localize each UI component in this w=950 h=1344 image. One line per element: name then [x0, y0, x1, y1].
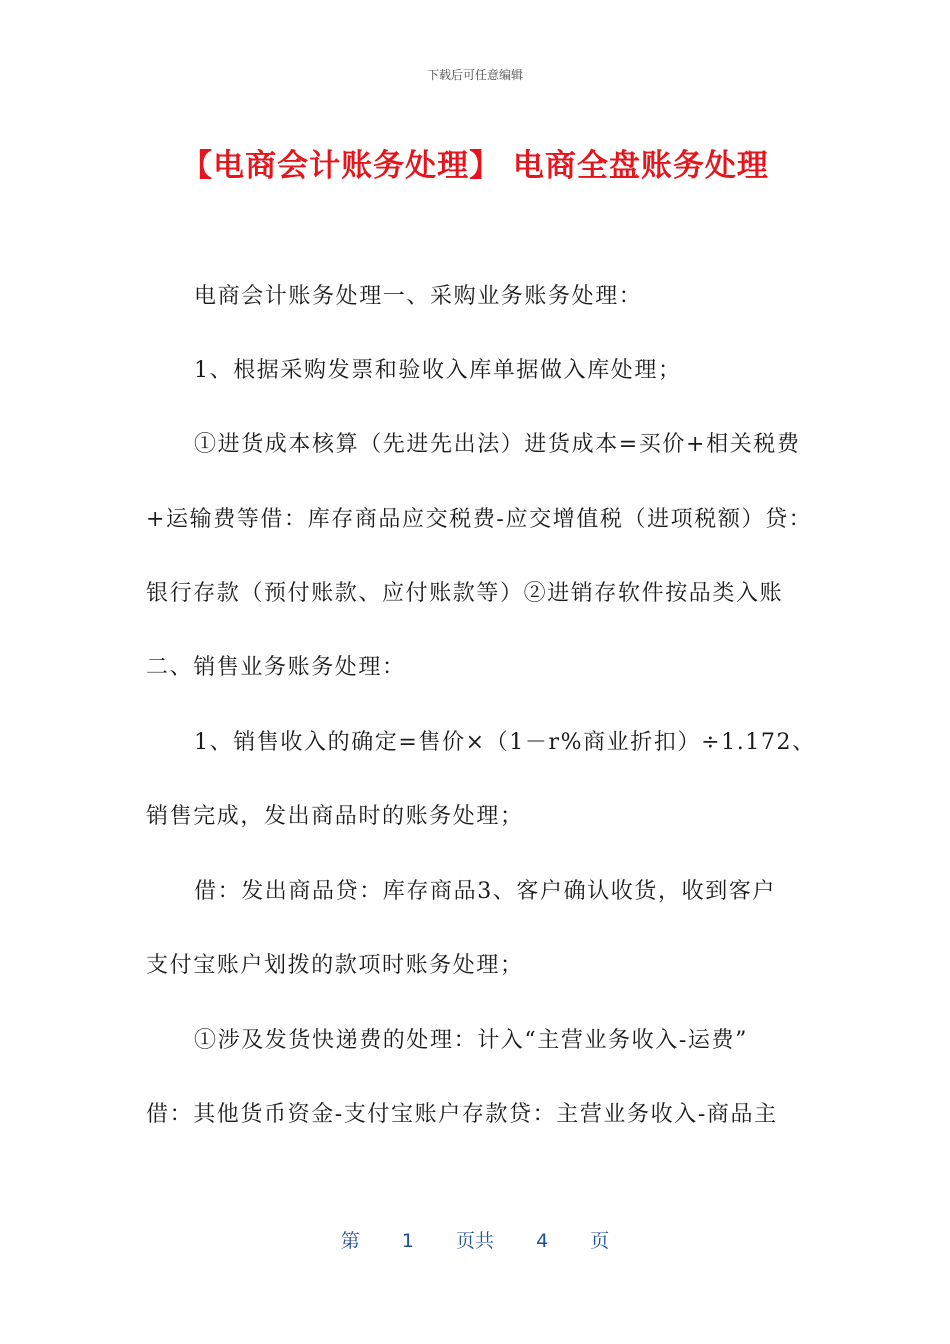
paragraph-line: +运输费等借：库存商品应交税费-应交增值税（进项税额）贷：: [146, 507, 813, 532]
paragraph-line: 支付宝账户划拨的款项时账务处理；: [146, 953, 524, 978]
header-note: 下载后可任意编辑: [426, 68, 523, 82]
paragraph-line: 借：发出商品贷：库存商品3、客户确认收货，收到客户: [194, 879, 776, 904]
total-pages-number: 4: [536, 1230, 549, 1252]
paragraph-line: 借：其他货币资金-支付宝账户存款贷：主营业务收入-商品主: [146, 1102, 778, 1127]
page-footer: [0, 1226, 950, 1253]
section-heading: 二、销售业务账务处理：: [146, 655, 406, 680]
paragraph-line: 1、销售收入的确定=售价×（1－r%商业折扣）÷1.172、: [194, 730, 816, 755]
paragraph-line: 1、根据采购发票和验收入库单据做入库处理；: [194, 358, 682, 383]
document-title: 【电商会计账务处理】 电商全盘账务处理: [181, 148, 769, 184]
paragraph-line: 电商会计账务处理一、采购业务账务处理：: [194, 284, 643, 309]
footer-middle: 页共: [455, 1230, 494, 1252]
footer-suffix: 页: [590, 1230, 610, 1252]
paragraph-line: ①进货成本核算（先进先出法）进货成本=买价+相关税费: [194, 432, 801, 457]
paragraph-line: ①涉及发货快递费的处理：计入“主营业务收入-运费”: [194, 1028, 748, 1053]
footer-prefix: 第: [340, 1230, 360, 1252]
paragraph-line: 销售完成，发出商品时的账务处理；: [146, 804, 524, 829]
paragraph-line: 银行存款（预付账款、应付账款等）②进销存软件按品类入账: [146, 581, 784, 606]
current-page-number: 1: [401, 1230, 414, 1252]
